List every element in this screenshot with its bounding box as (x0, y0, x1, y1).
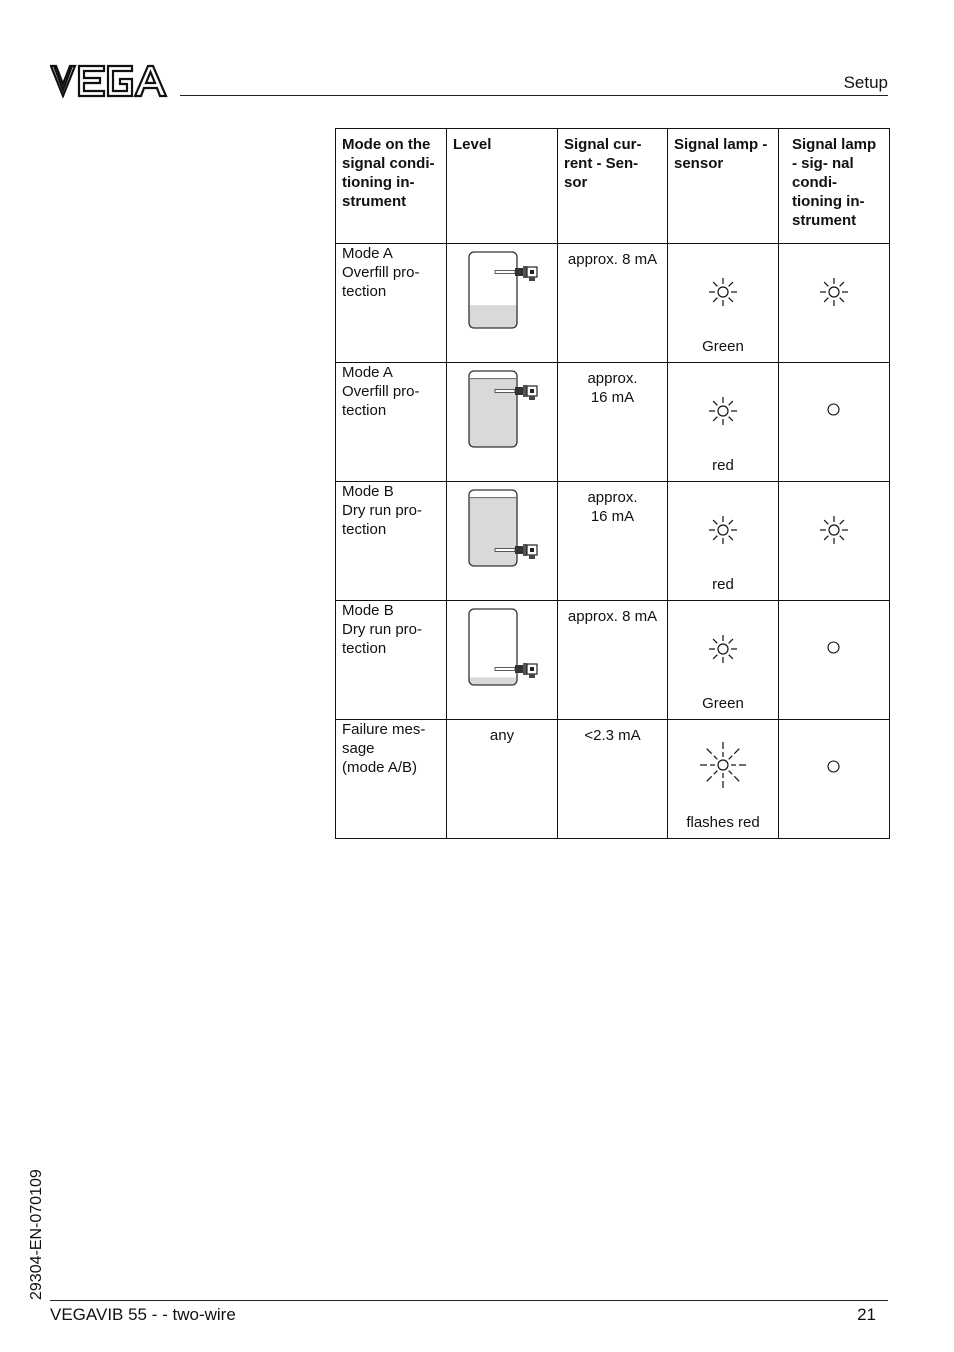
lamp-on-icon (816, 274, 852, 310)
document-id: 29304-EN-070109 (28, 1169, 45, 1300)
table-row (336, 601, 890, 720)
mode-line: Mode A (342, 245, 393, 262)
mode-line: Mode A (342, 364, 393, 381)
instrument-lamp-cell (779, 244, 890, 363)
lamp-color-label: Green (702, 338, 744, 355)
header-rule (180, 95, 888, 96)
mode-line: Dry run pro- (342, 621, 423, 638)
mode-cell (336, 363, 447, 482)
current-line: 16 mA (590, 508, 635, 525)
mode-line: tection (342, 402, 387, 419)
header-signal-current: Signal cur- rent - Sen- sor (558, 129, 668, 244)
tank-level-icon (467, 488, 545, 570)
mode-cell (336, 720, 447, 839)
table-row (336, 244, 890, 363)
page-number: 21 (857, 1305, 876, 1324)
mode-cell (336, 482, 447, 601)
lamp-off-icon (827, 760, 840, 773)
lamp-off-icon (827, 403, 840, 416)
vibration-sensor-icon (495, 663, 537, 678)
mode-line: Overfill pro- (342, 383, 420, 400)
level-cell (447, 482, 558, 601)
signal-current-cell (558, 601, 668, 720)
header-mode: Mode on the signal condi- tioning in- strument (336, 129, 447, 244)
instrument-lamp-cell (779, 601, 890, 720)
footer-rule (50, 1300, 888, 1301)
mode-line: (mode A/B) (342, 759, 418, 776)
table-row (336, 363, 890, 482)
mode-text (336, 720, 446, 777)
signal-current-text (558, 720, 667, 745)
product-name: VEGAVIB 55 - - two-wire (50, 1305, 236, 1324)
table-row (336, 720, 890, 839)
signal-current-text (558, 601, 667, 626)
instrument-lamp-cell (779, 720, 890, 839)
sensor-lamp-cell (668, 482, 779, 601)
instrument-lamp-cell (779, 482, 890, 601)
mode-text (336, 244, 446, 301)
lamp-on-icon (816, 512, 852, 548)
lamp-on-icon (705, 631, 741, 667)
level-cell (447, 363, 558, 482)
mode-line: Failure mes- (342, 721, 426, 738)
sensor-lamp-cell (668, 244, 779, 363)
mode-line: tection (342, 521, 387, 538)
mode-text (336, 363, 446, 420)
table-row (336, 482, 890, 601)
mode-text (336, 601, 446, 658)
sensor-lamp-cell (668, 601, 779, 720)
current-line: approx. 8 mA (567, 251, 658, 268)
tank-level-icon (467, 607, 545, 689)
signal-current-cell (558, 363, 668, 482)
mode-text (336, 482, 446, 539)
level-cell (447, 244, 558, 363)
current-line: approx. (587, 370, 638, 387)
lamp-color-label: red (712, 576, 734, 593)
vibration-sensor-icon (495, 266, 537, 281)
lamp-on-icon (705, 274, 741, 310)
tank-level-icon (467, 369, 545, 451)
header-level: Level (447, 129, 558, 244)
lamp-color-label: flashes red (686, 814, 760, 831)
signal-current-text (558, 482, 667, 526)
table-header-row (336, 129, 890, 244)
mode-line: Mode B (342, 483, 394, 500)
signal-mode-table (335, 128, 890, 839)
mode-cell (336, 244, 447, 363)
instrument-lamp-cell (779, 363, 890, 482)
current-line: approx. (587, 489, 638, 506)
header-signal-lamp-instrument: Signal lamp - sig- nal condi- tioning in- strument (779, 129, 890, 244)
signal-current-cell (558, 482, 668, 601)
level-cell (447, 720, 558, 839)
section-title: Setup (843, 73, 888, 92)
current-line: 16 mA (590, 389, 635, 406)
mode-line: Overfill pro- (342, 264, 420, 281)
lamp-flashing-icon (698, 740, 748, 790)
sensor-lamp-cell (668, 363, 779, 482)
vega-logo (50, 64, 168, 98)
current-line: approx. 8 mA (567, 608, 658, 625)
lamp-on-icon (705, 393, 741, 429)
level-cell (447, 601, 558, 720)
lamp-on-icon (705, 512, 741, 548)
mode-line: sage (342, 740, 375, 757)
header-signal-lamp-sensor: Signal lamp - sensor (668, 129, 779, 244)
mode-cell (336, 601, 447, 720)
current-line: <2.3 mA (584, 727, 641, 744)
mode-line: tection (342, 640, 387, 657)
mode-line: Dry run pro- (342, 502, 423, 519)
tank-level-icon (467, 250, 545, 332)
sensor-lamp-cell (668, 720, 779, 839)
lamp-off-icon (827, 641, 840, 654)
lamp-color-label: red (712, 457, 734, 474)
signal-current-cell (558, 244, 668, 363)
signal-current-text (558, 244, 667, 269)
mode-line: Mode B (342, 602, 394, 619)
mode-line: tection (342, 283, 387, 300)
lamp-color-label: Green (702, 695, 744, 712)
signal-current-text (558, 363, 667, 407)
signal-current-cell (558, 720, 668, 839)
level-text: any (489, 727, 515, 744)
